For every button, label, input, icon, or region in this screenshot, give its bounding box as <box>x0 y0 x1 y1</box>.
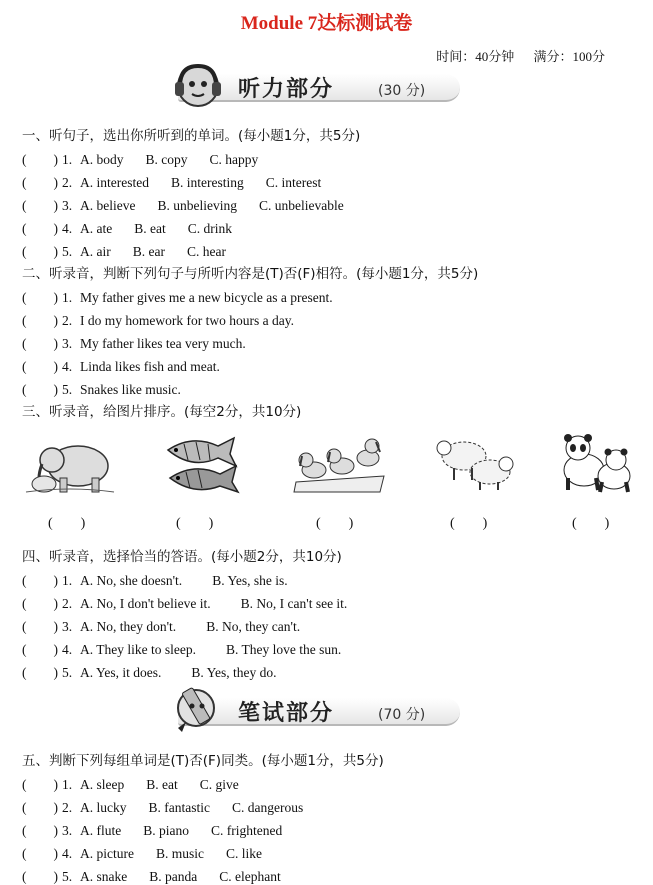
option-b: B. ear <box>132 244 165 259</box>
section5-question-row <box>22 819 282 839</box>
option-a: A. picture <box>80 846 134 861</box>
time-limit: 时间：40分钟 <box>436 49 515 64</box>
option-b: B. unbelieving <box>157 198 237 213</box>
section5-heading: 五、判断下列每组单词是(T)否(F)同类。(每小题1分，共5分) <box>22 753 384 769</box>
answer-blank[interactable]: ( ) <box>22 152 58 167</box>
option-b: B. interesting <box>170 175 244 190</box>
dogs-picture <box>292 436 388 494</box>
answer-blank[interactable]: ( ) <box>22 846 58 861</box>
pencil-icon <box>168 684 228 738</box>
answer-blank[interactable]: ( ) <box>22 665 58 680</box>
picture-answer-blank[interactable]: ( ) <box>176 516 214 531</box>
option-b: B. Yes, they do. <box>191 665 277 680</box>
option-c: C. give <box>199 777 239 792</box>
writing-section-banner <box>168 690 460 730</box>
section4-question-row <box>22 638 341 658</box>
option-c: C. dangerous <box>231 800 304 815</box>
headphones-icon <box>168 60 228 114</box>
writing-banner-label: 笔试部分 <box>238 701 335 726</box>
option-c: C. interest <box>265 175 322 190</box>
question-number: 3. <box>62 823 73 838</box>
listening-banner-score: (30 分) <box>378 83 426 99</box>
statement-text: Snakes like music. <box>80 382 181 397</box>
section1-question-row <box>22 148 258 168</box>
fish-picture <box>162 430 242 496</box>
question-number: 2. <box>62 800 73 815</box>
question-number: 3. <box>62 336 73 351</box>
question-number: 4. <box>62 846 73 861</box>
section4-question-row <box>22 569 288 589</box>
question-number: 5. <box>62 869 73 884</box>
answer-blank[interactable]: ( ) <box>22 823 58 838</box>
option-c: C. elephant <box>219 869 281 884</box>
answer-blank[interactable]: ( ) <box>22 290 58 305</box>
statement-text: I do my homework for two hours a day. <box>80 313 294 328</box>
option-c: C. like <box>226 846 262 861</box>
answer-blank[interactable]: ( ) <box>22 198 58 213</box>
answer-blank[interactable]: ( ) <box>22 619 58 634</box>
option-c: C. drink <box>187 221 232 236</box>
statement-text: Linda likes fish and meat. <box>80 359 220 374</box>
option-b: B. No, I can't see it. <box>240 596 348 611</box>
section2-question-row <box>22 378 181 398</box>
question-number: 4. <box>62 221 73 236</box>
answer-blank[interactable]: ( ) <box>22 596 58 611</box>
option-a: A. They like to sleep. <box>80 642 196 657</box>
section2-question-row <box>22 286 333 306</box>
answer-blank[interactable]: ( ) <box>22 359 58 374</box>
picture-answer-blank[interactable]: ( ) <box>450 516 488 531</box>
listening-banner-label: 听力部分 <box>238 77 335 102</box>
option-a: A. No, they don't. <box>80 619 177 634</box>
answer-blank[interactable]: ( ) <box>22 313 58 328</box>
option-a: A. interested <box>80 175 149 190</box>
section5-question-row <box>22 773 239 793</box>
question-number: 1. <box>62 152 73 167</box>
statement-text: My father gives me a new bicycle as a present. <box>80 290 333 305</box>
question-number: 1. <box>62 290 73 305</box>
answer-blank[interactable]: ( ) <box>22 382 58 397</box>
option-a: A. No, she doesn't. <box>80 573 183 588</box>
option-b: B. piano <box>143 823 189 838</box>
question-number: 2. <box>62 175 73 190</box>
option-b: B. eat <box>146 777 178 792</box>
time-score-info <box>436 46 605 65</box>
answer-blank[interactable]: ( ) <box>22 244 58 259</box>
section1-heading: 一、听句子，选出你所听到的单词。(每小题1分，共5分) <box>22 128 361 144</box>
section2-question-row <box>22 355 220 375</box>
section2-question-row <box>22 332 246 352</box>
option-a: A. body <box>80 152 124 167</box>
question-number: 3. <box>62 198 73 213</box>
full-score: 满分：100分 <box>533 49 605 64</box>
picture-answer-blank[interactable]: ( ) <box>316 516 354 531</box>
option-c: C. frightened <box>211 823 283 838</box>
option-a: A. No, I don't believe it. <box>80 596 211 611</box>
question-number: 1. <box>62 573 73 588</box>
answer-blank[interactable]: ( ) <box>22 221 58 236</box>
option-c: C. hear <box>186 244 226 259</box>
question-number: 2. <box>62 596 73 611</box>
section1-question-row <box>22 217 232 237</box>
option-a: A. ate <box>80 221 113 236</box>
answer-blank[interactable]: ( ) <box>22 642 58 657</box>
section2-heading: 二、听录音，判断下列句子与所听内容是(T)否(F)相符。(每小题1分，共5分) <box>22 266 479 282</box>
option-b: B. eat <box>134 221 166 236</box>
section4-question-row <box>22 615 300 635</box>
option-b: B. music <box>155 846 204 861</box>
sheep-picture <box>434 430 514 492</box>
option-b: B. They love the sun. <box>225 642 342 657</box>
question-number: 4. <box>62 359 73 374</box>
option-a: A. believe <box>80 198 136 213</box>
section2-question-row <box>22 309 294 329</box>
question-number: 1. <box>62 777 73 792</box>
option-a: A. lucky <box>80 800 127 815</box>
section3-heading: 三、听录音，给图片排序。(每空2分，共10分) <box>22 404 302 420</box>
question-number: 5. <box>62 382 73 397</box>
section4-question-row <box>22 661 277 681</box>
section5-question-row <box>22 796 303 816</box>
section4-heading: 四、听录音，选择恰当的答语。(每小题2分，共10分) <box>22 549 342 565</box>
picture-answer-blank[interactable]: ( ) <box>572 516 610 531</box>
elephants-picture <box>22 434 118 496</box>
option-a: A. flute <box>80 823 122 838</box>
question-number: 4. <box>62 642 73 657</box>
answer-blank[interactable]: ( ) <box>22 800 58 815</box>
option-b: B. copy <box>145 152 188 167</box>
writing-banner-score: (70 分) <box>378 707 426 723</box>
section5-question-row <box>22 865 281 885</box>
question-number: 5. <box>62 244 73 259</box>
section1-question-row <box>22 171 321 191</box>
option-a: A. snake <box>80 869 128 884</box>
section1-question-row <box>22 240 226 260</box>
option-a: A. Yes, it does. <box>80 665 162 680</box>
section3-pictures <box>22 430 642 500</box>
question-number: 2. <box>62 313 73 328</box>
option-c: C. unbelievable <box>258 198 344 213</box>
listening-section-banner <box>168 66 460 106</box>
option-b: B. fantastic <box>148 800 210 815</box>
section5-question-row <box>22 842 262 862</box>
answer-blank[interactable]: ( ) <box>22 869 58 884</box>
picture-answer-blank[interactable]: ( ) <box>48 516 86 531</box>
answer-blank[interactable]: ( ) <box>22 573 58 588</box>
page-title: Module 7达标测试卷 <box>240 13 413 34</box>
statement-text: My father likes tea very much. <box>80 336 246 351</box>
option-b: B. No, they can't. <box>206 619 301 634</box>
answer-blank[interactable]: ( ) <box>22 777 58 792</box>
option-c: C. happy <box>209 152 259 167</box>
answer-blank[interactable]: ( ) <box>22 175 58 190</box>
answer-blank[interactable]: ( ) <box>22 336 58 351</box>
option-a: A. air <box>80 244 111 259</box>
question-number: 3. <box>62 619 73 634</box>
section1-question-row <box>22 194 344 214</box>
option-b: B. panda <box>149 869 198 884</box>
question-number: 5. <box>62 665 73 680</box>
pandas-picture <box>556 432 636 494</box>
option-a: A. sleep <box>80 777 125 792</box>
section4-question-row <box>22 592 347 612</box>
option-b: B. Yes, she is. <box>212 573 288 588</box>
